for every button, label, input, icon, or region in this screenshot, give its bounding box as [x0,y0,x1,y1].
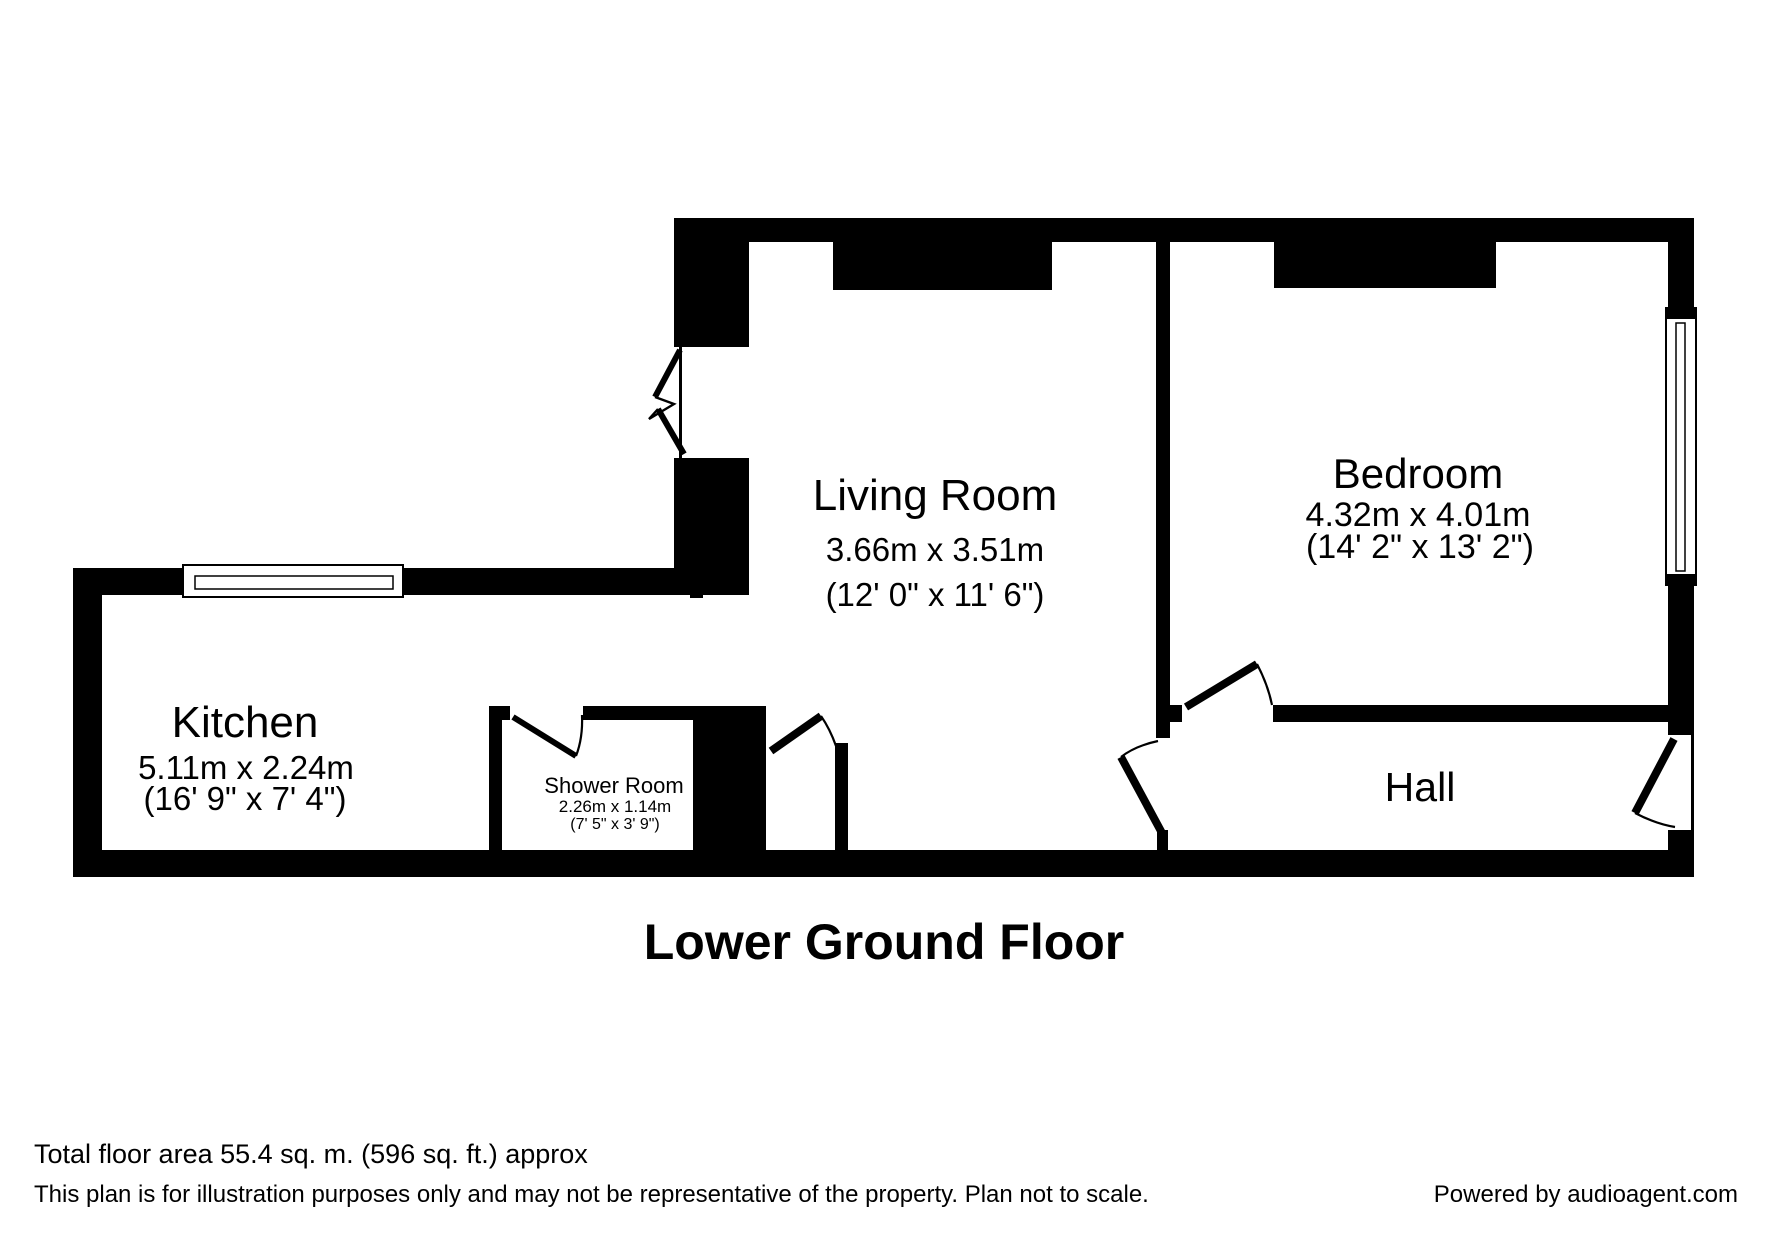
living-room-label: Living Room [812,471,1058,520]
kitchen-dims-imperial: (16' 9" x 7' 4") [143,780,347,817]
wall-hall-top [1273,705,1668,722]
bedroom-dims-metric: 4.32m x 4.01m [1305,496,1531,534]
wall-living-bedroom-divider [1156,242,1170,738]
kitchen-dims-metric: 5.11m x 2.24m [138,749,354,786]
wall-right-upper [1668,218,1694,310]
wall-bedroom-door-stub [1170,705,1182,722]
shower-room-label: Shower Room [544,773,684,798]
bedroom-window-sash [1676,323,1685,571]
hall-living-door-leaf [1121,757,1162,833]
bedroom-window [1666,308,1696,585]
shower-door [513,715,582,756]
footer-total-area: Total floor area 55.4 sq. m. (596 sq. ft.) approx [34,1139,588,1169]
shower-door-leaf [513,717,576,756]
wall-shower-left [489,706,502,850]
wall-living-left-lower-block [674,458,749,595]
wall-right-door-threshold [1691,735,1694,830]
footer [34,1139,1738,1208]
kitchen-window [183,565,403,597]
hall-living-door [1121,741,1162,833]
living-lobby-door [771,716,836,751]
french-doors [649,350,684,454]
bedroom-label: Bedroom [1332,450,1504,497]
living-room-dims-imperial: (12' 0" x 11' 6") [825,576,1045,613]
bedroom-dims-imperial: (14' 2" x 13' 2") [1305,528,1535,566]
footer-disclaimer: This plan is for illustration purposes only and may not be representative of the property. Plan not to scale. [34,1181,1149,1208]
hall-label: Hall [1384,764,1456,810]
wall-living-left-upper-block [674,218,749,347]
bedroom-window-cap-bottom [1666,574,1696,585]
living-lobby-door-arc [821,716,836,746]
shower-room-dims-metric: 2.26m x 1.14m [558,797,672,816]
wall-lobby-thin [835,743,848,850]
living-lobby-door-leaf [771,716,821,751]
bedroom-window-cap-top [1666,308,1696,319]
shower-room-dims-imperial: (7' 5" x 3' 9") [570,816,660,833]
chimney-breast-living [833,242,1052,290]
shower-door-arc [576,715,582,756]
wall-shower-top-jamb [489,706,510,720]
wall-left [73,568,102,877]
entrance-door [1635,739,1675,827]
wall-shower-right-block [693,706,766,850]
bedroom-door [1186,664,1272,707]
kitchen-window-sash [195,576,393,589]
hall-living-door-arc [1121,741,1158,757]
wall-kitchen-top-left [73,568,183,595]
wall-right-mid [1668,585,1694,735]
wall-small-tick [690,593,703,598]
floor-title: Lower Ground Floor [643,914,1125,970]
wall-bottom [73,850,1694,877]
french-door-leaf-upper [655,350,680,397]
entrance-door-leaf [1635,739,1674,813]
kitchen-label: Kitchen [171,698,319,747]
bedroom-door-leaf [1186,664,1257,707]
bedroom-door-arc [1257,664,1272,705]
chimney-breast-bedroom [1274,242,1496,288]
wall-kitchen-top-right [403,568,674,595]
wall-top [674,218,1694,242]
entrance-door-arc [1635,813,1675,827]
wall-shower-top [583,706,693,720]
living-room-dims-metric: 3.66m x 3.51m [825,531,1045,568]
footer-credit: Powered by audioagent.com [1433,1181,1738,1208]
